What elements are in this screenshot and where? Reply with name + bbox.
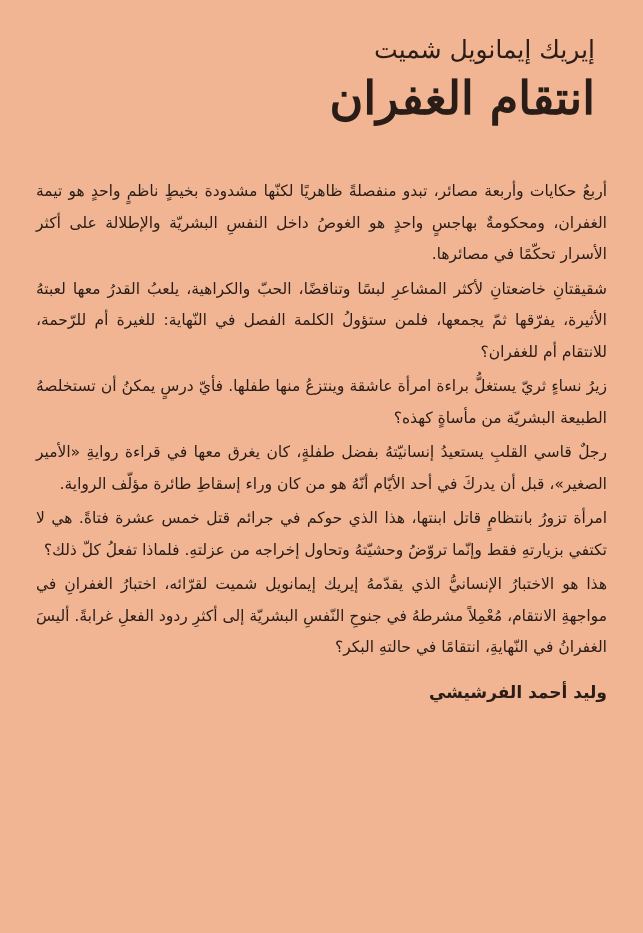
blurb: [36, 176, 607, 664]
book-title: انتقام الغفران: [329, 71, 595, 125]
blurb-signature: وليد أحمد الفرشيشي: [428, 682, 607, 703]
author-name: إيريك إيمانويل شميت: [374, 35, 595, 64]
blurb-paragraph: شقيقتانِ خاضعتانِ لأكثر المشاعرِ لبسًا وتناقضًا، الحبّ والكراهية، يلعبُ القدرُ معها لعبتهُ الأثيرة، يفرّقها ثمّ يجمعها، فلمن ستؤولُ الكلمة الفصل في النّهاية: للغيرة أم للرّحمة، للانتقام أم للغفران؟: [36, 279, 607, 361]
blurb-paragraph: رجلٌ قاسي القلبِ يستعيدُ إنسانيّتهُ بفضل طفلةٍ، كان يغرق معها في قراءة روايةِ «الأمير الصغير»، قبل أن يدركَ في أحد الأيّام أنّهُ هو من كان وراء إسقاطِ طائرة مؤلّف الرواية.: [36, 443, 607, 493]
blurb-paragraph: امرأة تزورُ بانتظامٍ قاتل ابنتها، هذا الذي حوكم في جرائم قتل خمس عشرة فتاةً. هي لا تكتفي بزيارتهِ فقط وإنّما تروّضُ وحشيّتهُ وتحاول إخراجه من عزلتهِ. فلماذا تفعلُ كلّ ذلك؟: [36, 509, 607, 559]
blurb-paragraph: أربعُ حكايات وأربعة مصائر، تبدو منفصلةً ظاهريًا لكنّها مشدودة بخيطٍ ناظمٍ واحدٍ هو تيمة الغفران، ومحكومةٌ بهاجسٍ واحدٍ هو الغوصُ داخل النفسِ البشريّة والإطلالة على أكثر الأسرار تحكّمًا في مصائرها.: [36, 182, 607, 263]
blurb-paragraph: زيرُ نساءٍ ثريّ يستغلُّ براءة امرأة عاشقة وينتزعُ منها طفلها. فأيّ درسٍ يمكنُ أن تستخلصهُ الطبيعة البشريّة من مأساةٍ كهذه؟: [36, 377, 607, 427]
blurb-paragraph: هذا هو الاختبارُ الإنسانيُّ الذي يقدّمهُ إيريك إيمانويل شميت لقرّائه، اختبارُ الغفرانِ في مواجهةِ الانتقام، مُعْمِلاً مشرطهُ في جنوحِ النّفسِ البشريّة إلى أكثرِ ردود الفعلِ غرابةً. أليسَ الغفرانُ في النّهايةِ، انتقامًا في حالتهِ البكر؟: [36, 575, 607, 656]
